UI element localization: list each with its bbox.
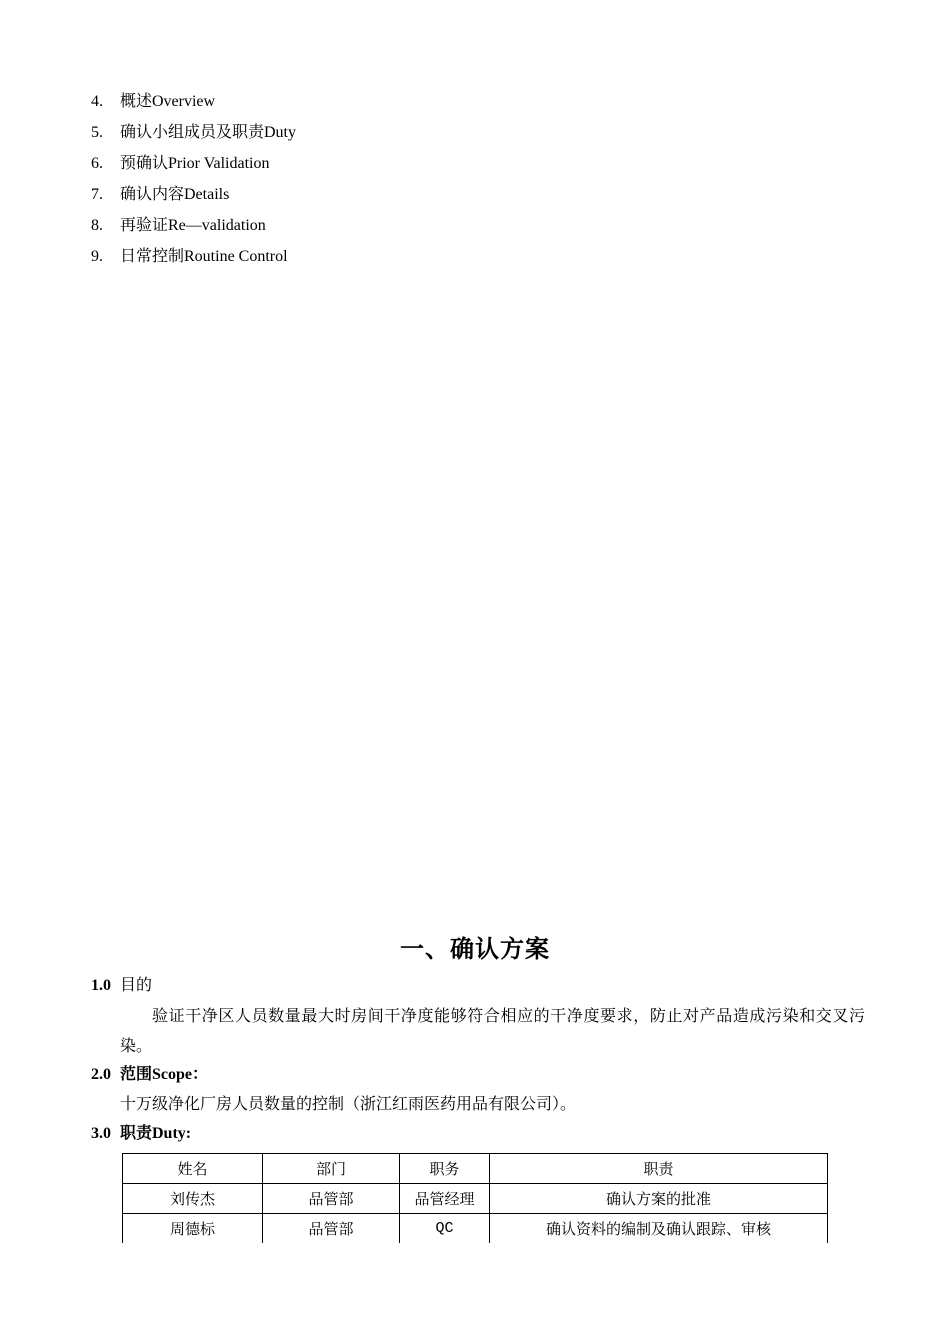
table-cell: 品管部	[263, 1214, 400, 1244]
column-header: 职责	[490, 1154, 828, 1184]
toc-item-number: 4.	[91, 93, 103, 110]
section-scope-heading	[91, 1064, 208, 1086]
section-scope-body: 十万级净化厂房人员数量的控制（浙江红雨医药用品有限公司）。	[120, 1096, 577, 1113]
table-cell: QC	[400, 1214, 490, 1244]
table-cell: 周德标	[123, 1214, 263, 1244]
toc-item	[91, 212, 296, 243]
toc-item-label: 概述Overview	[120, 93, 216, 110]
table-cell: 确认资料的编制及确认跟踪、审核	[490, 1214, 828, 1244]
toc-item-number: 9.	[91, 248, 103, 265]
duty-table	[122, 1153, 828, 1243]
column-header: 部门	[263, 1154, 400, 1184]
table-row	[123, 1214, 828, 1244]
section-title: 职责Duty:	[120, 1125, 192, 1142]
toc-item-number: 5.	[91, 124, 103, 141]
toc-item-number: 8.	[91, 217, 103, 234]
section-purpose-body: 验证干净区人员数量最大时房间干净度能够符合相应的干净度要求，防止对产品造成污染和交叉污染。	[120, 1008, 865, 1055]
toc-item-label: 预确认Prior Validation	[120, 155, 270, 172]
toc-item	[91, 181, 296, 212]
table-row	[123, 1184, 828, 1214]
toc-list	[91, 88, 296, 274]
section-number: 2.0	[91, 1066, 111, 1083]
toc-item-number: 7.	[91, 186, 103, 203]
section-purpose-heading	[91, 975, 152, 997]
table-cell: 确认方案的批准	[490, 1184, 828, 1214]
toc-item-label: 确认小组成员及职责Duty	[120, 124, 297, 141]
toc-item	[91, 243, 296, 274]
table-header-row	[123, 1154, 828, 1184]
page-heading: 一、确认方案	[400, 935, 550, 963]
section-number: 3.0	[91, 1125, 111, 1142]
toc-item-label: 再验证Re—validation	[120, 217, 266, 234]
section-duty-heading	[91, 1123, 191, 1145]
toc-item	[91, 88, 296, 119]
toc-item-label: 确认内容Details	[120, 186, 230, 203]
column-header: 职务	[400, 1154, 490, 1184]
table-cell: 刘传杰	[123, 1184, 263, 1214]
toc-item	[91, 119, 296, 150]
section-title: 目的	[120, 977, 153, 994]
table-cell: 品管部	[263, 1184, 400, 1214]
toc-item-label: 日常控制Routine Control	[120, 248, 288, 265]
table-cell: 品管经理	[400, 1184, 490, 1214]
toc-item	[91, 150, 296, 181]
toc-item-number: 6.	[91, 155, 103, 172]
section-number: 1.0	[91, 977, 111, 994]
column-header: 姓名	[123, 1154, 263, 1184]
section-title: 范围Scope：	[120, 1066, 209, 1083]
